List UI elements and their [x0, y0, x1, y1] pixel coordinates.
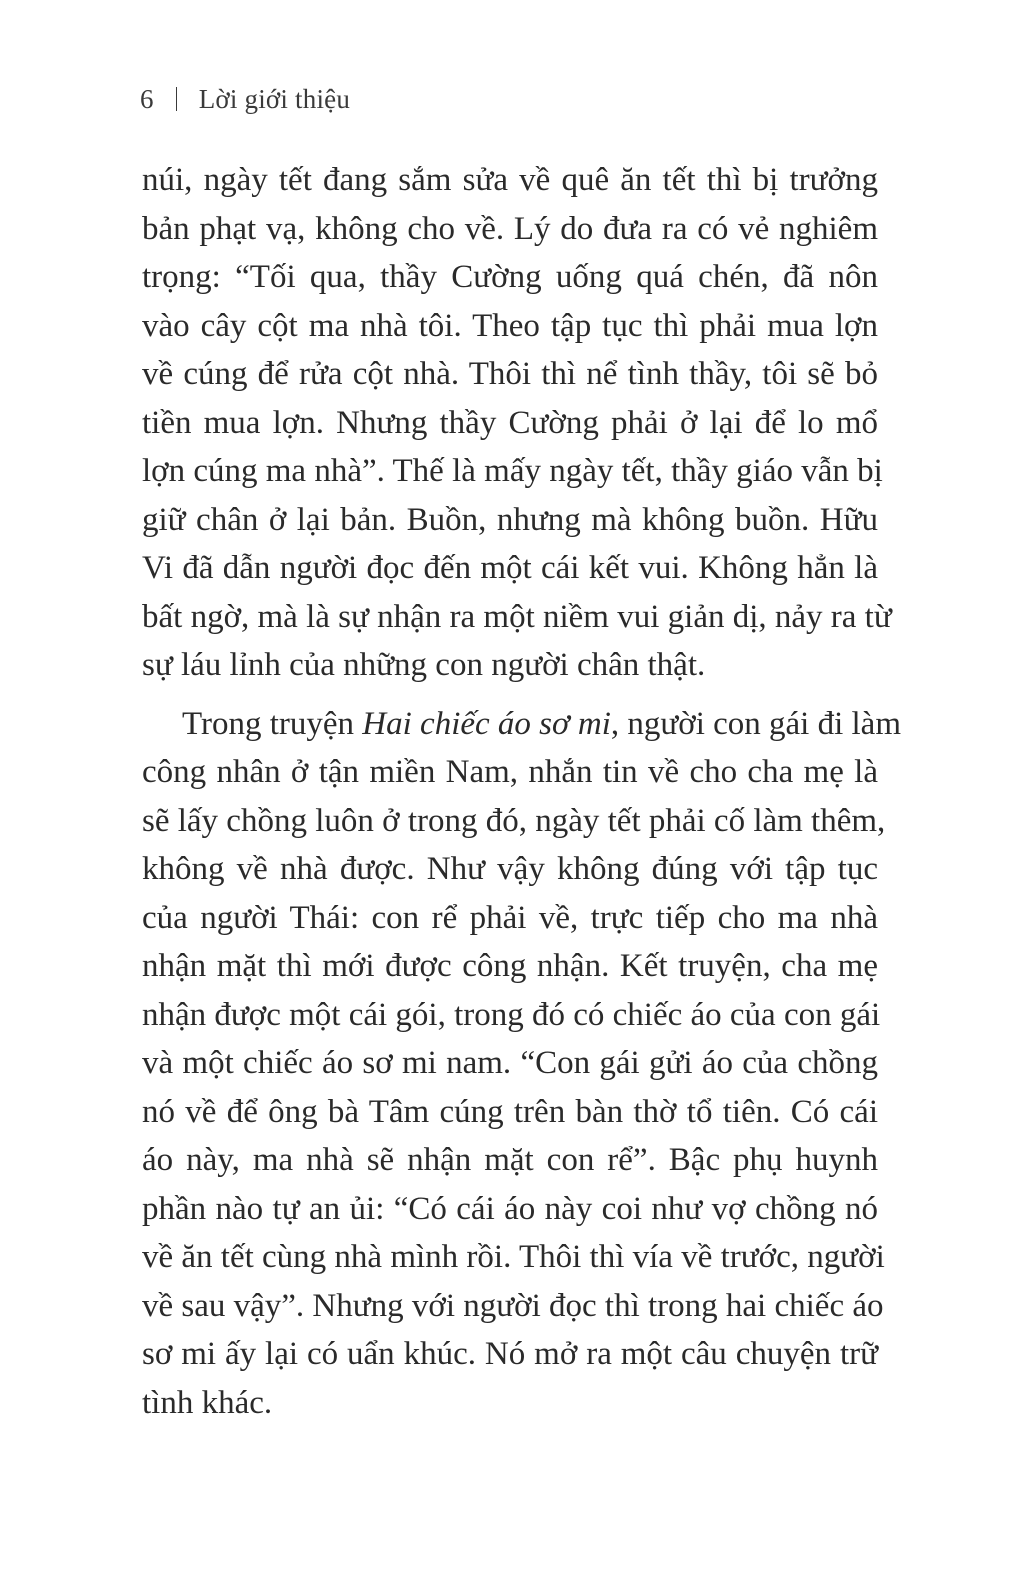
story-title: Hai chiếc áo sơ mi	[362, 705, 611, 742]
text-line: nhận được một cái gói, trong đó có chiếc áo của con gái	[142, 996, 881, 1033]
text-line: tình khác.	[142, 1384, 273, 1421]
text-line: nhận mặt thì mới được công nhận. Kết truyện, cha mẹ	[142, 948, 878, 984]
text-line: về ăn tết cùng nhà mình rồi. Thôi thì vía về trước, người	[142, 1239, 885, 1275]
text-line: bản phạt vạ, không cho về. Lý do đưa ra có vẻ nghiêm	[142, 210, 878, 247]
text-line: áo này, ma nhà sẽ nhận mặt con rể”. Bậc phụ huynh	[142, 1142, 878, 1178]
text-line: giữ chân ở lại bản. Buồn, nhưng mà không buồn. Hữu	[142, 501, 878, 538]
text-line: vào cây cột ma nhà tôi. Theo tập tục thì phải mua lợn	[142, 307, 878, 344]
text-line: tiền mua lợn. Nhưng thầy Cường phải ở lại để lo mổ	[142, 404, 878, 441]
text-line: trọng: “Tối qua, thầy Cường uống quá chén, đã nôn	[142, 259, 878, 295]
text-line: không về nhà được. Như vậy không đúng với tập tục	[142, 851, 878, 887]
text-line: công nhân ở tận miền Nam, nhắn tin về cho cha mẹ là	[142, 754, 878, 790]
body-text	[142, 156, 901, 1427]
paragraph-2	[142, 700, 901, 1428]
text-line: của người Thái: con rể phải về, trực tiếp cho ma nhà	[142, 899, 878, 936]
text-line: nó về để ông bà Tâm cúng trên bàn thờ tổ tiên. Có cái	[142, 1093, 878, 1130]
running-header	[140, 84, 350, 115]
paragraph-spacer	[142, 690, 878, 700]
text-line: và một chiếc áo sơ mi nam. “Con gái gửi áo của chồng	[142, 1045, 878, 1081]
text-line-first	[142, 700, 901, 749]
page-number: 6	[140, 84, 154, 114]
header-divider	[176, 87, 177, 111]
text-run: Trong truyện	[182, 705, 363, 742]
text-run: , người con gái đi làm	[610, 705, 901, 742]
text-line: phần nào tự an ủi: “Có cái áo này coi như vợ chồng nó	[142, 1190, 878, 1227]
text-line: núi, ngày tết đang sắm sửa về quê ăn tết thì bị trưởng	[142, 162, 878, 198]
text-line: về sau vậy”. Nhưng với người đọc thì trong hai chiếc áo	[142, 1287, 884, 1324]
paragraph-1	[142, 156, 892, 690]
text-line: sẽ lấy chồng luôn ở trong đó, ngày tết phải cố làm thêm,	[142, 802, 886, 839]
text-line: bất ngờ, mà là sự nhận ra một niềm vui giản dị, nảy ra từ	[142, 598, 892, 635]
section-title: Lời giới thiệu	[198, 84, 351, 114]
text-line: sơ mi ấy lại có uẩn khúc. Nó mở ra một câu chuyện trữ	[142, 1336, 878, 1372]
text-line: về cúng để rửa cột nhà. Thôi thì nể tình thầy, tôi sẽ bỏ	[142, 356, 878, 392]
text-line: Vi đã dẫn người đọc đến một cái kết vui. Không hẳn là	[142, 550, 878, 586]
text-line: lợn cúng ma nhà”. Thế là mấy ngày tết, thầy giáo vẫn bị	[142, 453, 883, 489]
text-line: sự láu lỉnh của những con người chân thật.	[142, 647, 706, 683]
